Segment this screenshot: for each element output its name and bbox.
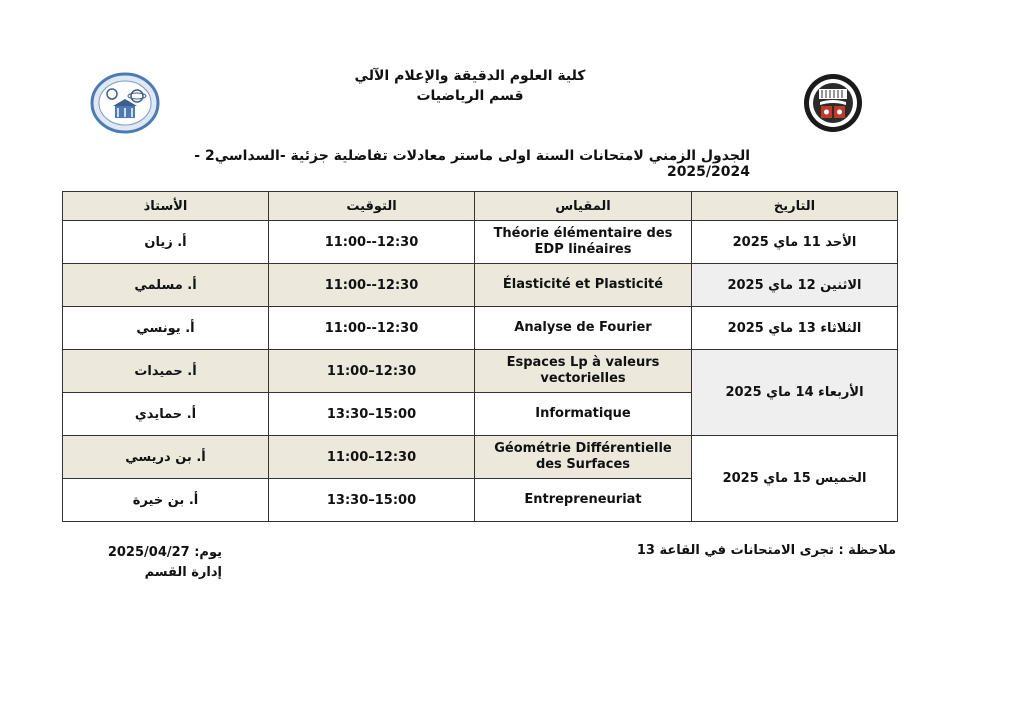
issue-date: يوم: 2025/04/27 bbox=[107, 545, 222, 560]
page-title: الجدول الزمني لامتحانات السنة اولى ماستر معادلات تفاضلية جزئية -السداسي2 - 2025/2024 bbox=[194, 148, 750, 180]
time-cell: 11:00--12:30 bbox=[269, 307, 475, 350]
teacher-cell: أ. حميدات bbox=[63, 350, 269, 393]
header-date: التاريخ bbox=[692, 192, 898, 221]
subject-cell: Théorie élémentaire des EDP linéaires bbox=[475, 221, 692, 264]
header-subject: المقياس bbox=[475, 192, 692, 221]
header-teacher: الأستاذ bbox=[63, 192, 269, 221]
university-logo bbox=[798, 72, 868, 134]
subject-cell: Analyse de Fourier bbox=[475, 307, 692, 350]
footer-signature-block bbox=[62, 543, 222, 583]
exam-room-note: ملاحظة : تجرى الامتحانات في القاعة 13 bbox=[636, 543, 896, 558]
time-cell: 13:30–15:00 bbox=[269, 479, 475, 522]
teacher-cell: أ. يونسي bbox=[63, 307, 269, 350]
teacher-cell: أ. حمايدي bbox=[63, 393, 269, 436]
time-cell: 11:00–12:30 bbox=[269, 436, 475, 479]
teacher-cell: أ. زيان bbox=[63, 221, 269, 264]
date-cell: الاثنين 12 ماي 2025 bbox=[692, 264, 898, 307]
table-header-row bbox=[63, 192, 898, 221]
faculty-seal-logo bbox=[90, 72, 160, 134]
date-cell: الأحد 11 ماي 2025 bbox=[692, 221, 898, 264]
subject-cell: Espaces Lp à valeurs vectorielles bbox=[475, 350, 692, 393]
institution-header bbox=[340, 66, 600, 106]
time-cell: 11:00–12:30 bbox=[269, 350, 475, 393]
subject-cell: Élasticité et Plasticité bbox=[475, 264, 692, 307]
teacher-cell: أ. بن خيرة bbox=[63, 479, 269, 522]
time-cell: 11:00--12:30 bbox=[269, 221, 475, 264]
exam-schedule-table bbox=[62, 191, 898, 522]
date-cell: الثلاثاء 13 ماي 2025 bbox=[692, 307, 898, 350]
subject-cell: Géométrie Différentielle des Surfaces bbox=[475, 436, 692, 479]
department-name: قسم الرياضيات bbox=[416, 88, 524, 104]
subject-cell: Entrepreneuriat bbox=[475, 479, 692, 522]
table-row bbox=[63, 221, 898, 264]
department-administration: إدارة القسم bbox=[144, 565, 222, 580]
teacher-cell: أ. مسلمي bbox=[63, 264, 269, 307]
table-row bbox=[63, 264, 898, 307]
date-cell: الأربعاء 14 ماي 2025 bbox=[692, 350, 898, 436]
header-time: التوقيت bbox=[269, 192, 475, 221]
date-cell: الخميس 15 ماي 2025 bbox=[692, 436, 898, 522]
table-row bbox=[63, 436, 898, 479]
table-row bbox=[63, 307, 898, 350]
faculty-name: كلية العلوم الدقيقة والإعلام الآلي bbox=[354, 68, 586, 84]
subject-cell: Informatique bbox=[475, 393, 692, 436]
table-row bbox=[63, 350, 898, 393]
teacher-cell: أ. بن دريسي bbox=[63, 436, 269, 479]
time-cell: 13:30–15:00 bbox=[269, 393, 475, 436]
time-cell: 11:00--12:30 bbox=[269, 264, 475, 307]
